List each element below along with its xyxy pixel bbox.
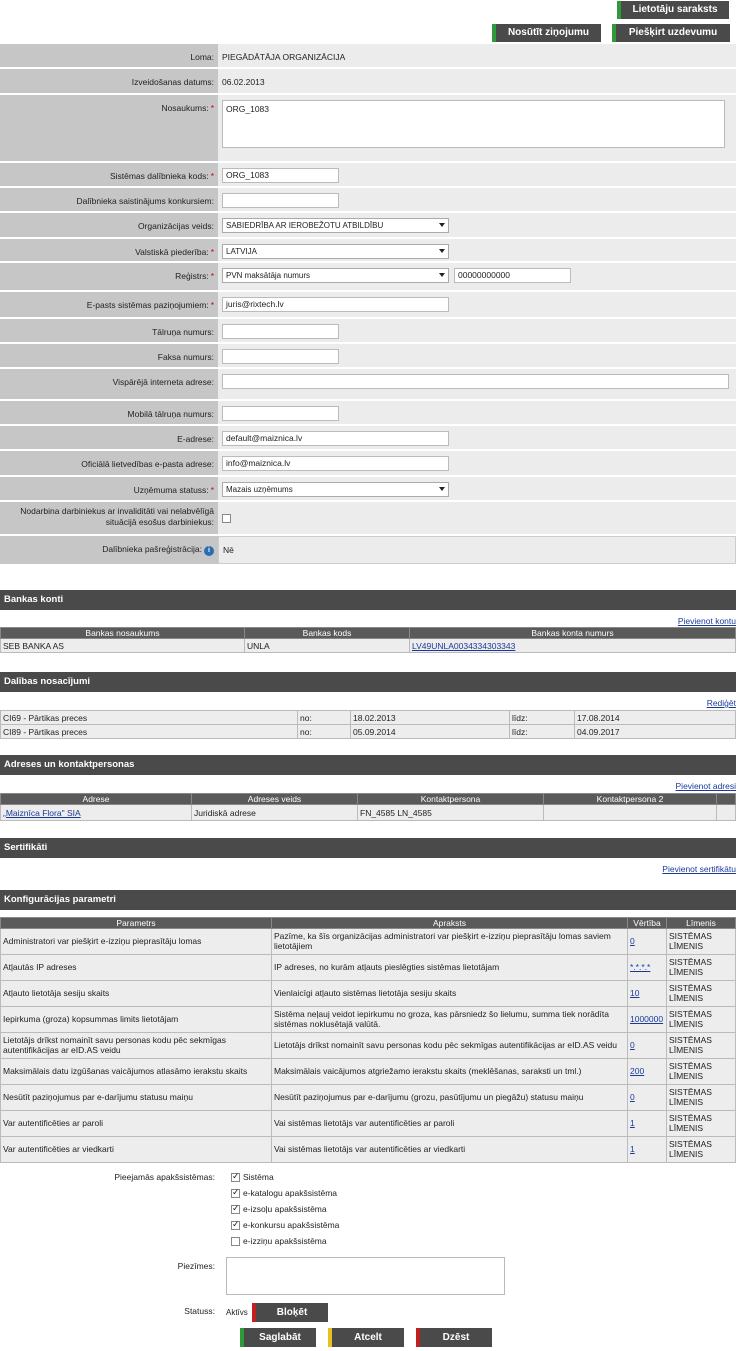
nationality-select[interactable] [222,244,449,259]
address-type-col: Adreses veids [192,794,358,805]
address-col: Adrese [1,794,192,805]
config-level: SISTĒMAS LĪMENIS [667,1111,736,1137]
subsystems-label: Pieejamās apakšsistēmas: [114,1172,215,1182]
subsystem-checkbox[interactable] [231,1173,240,1182]
disabled-label-line1: Nodarbina darbiniekus ar invaliditāti vai nelabvēlīgā [20,506,214,516]
fax-label: Faksa numurs: [0,344,218,367]
table-row [1,929,736,955]
config-value-cell [628,929,667,955]
config-value-link[interactable]: 10 [630,987,640,998]
email-row [0,426,736,451]
address-link[interactable]: „Maiznīca Flora" SIA [3,807,81,818]
nationality-value: LATVIJA [226,247,257,256]
info-icon[interactable]: i [204,546,214,556]
official-email-input[interactable]: info@maiznica.lv [222,456,449,471]
config-level: SISTĒMAS LĪMENIS [667,929,736,955]
config-value-cell [628,1059,667,1085]
config-desc: Lietotājs drīkst nomainīt savu personas kodu pēc sekmīgas autentifikācijas ar eID.AS veidu [272,1033,628,1059]
email-label: E-adrese: [0,426,218,449]
status-field-label: Statuss: [184,1306,215,1316]
config-table [0,917,736,1163]
block-button[interactable]: Bloķēt [252,1303,328,1322]
selfreg-row [0,536,736,564]
nationality-label: Valstiskā piederība: [135,247,209,257]
website-row [0,369,736,401]
official-email-row [0,451,736,477]
registry-select[interactable] [222,268,449,283]
config-param: Atļautās IP adreses [1,955,272,981]
bankruptcy-label: Dalībnieka saistinājums konkursiem: [0,188,218,211]
table-row [1,1033,736,1059]
status-label: Uzņēmuma statuss: [133,485,209,495]
assign-task-button[interactable]: Piešķirt uzdevumu [612,24,730,42]
official-email-label: Oficiālā lietvedības e-pasta adrese: [0,451,218,475]
table-row [1,725,736,739]
organization-form [0,44,736,564]
delete-button[interactable]: Dzēst [416,1328,492,1347]
bank-table [0,627,736,653]
chevron-down-icon [439,487,445,491]
config-value-cell [628,1137,667,1163]
config-param: Nesūtīt paziņojumus par e-darījumu statusu maiņu [1,1085,272,1111]
config-value-cell [628,955,667,981]
config-level: SISTĒMAS LĪMENIS [667,1033,736,1059]
registry-number-input[interactable]: 00000000000 [454,268,571,283]
status-select[interactable] [222,482,449,497]
role-value: PIEGĀDĀTĀJA ORGANIZĀCIJA [222,52,346,62]
table-row [1,1137,736,1163]
config-desc: Vienlaicīgi atļauto sistēmas lietotāja sesiju skaits [272,981,628,1007]
status-value: Mazais uzņēmums [226,485,293,494]
config-value-link[interactable]: 0 [630,1091,635,1102]
config-desc: Nesūtīt paziņojumus par e-darījumu (grozu, pasūtījumu un piegāžu) statusu maiņu [272,1085,628,1111]
disabled-label-line2: situācijā esošus darbiniekus: [105,517,214,528]
config-level: SISTĒMAS LĪMENIS [667,1085,736,1111]
table-row [1,639,736,653]
table-row [1,981,736,1007]
phone-input[interactable] [222,324,339,339]
bank-code-cell: UNLA [245,639,410,653]
notes-textarea[interactable] [226,1257,505,1295]
bank-col-code: Bankas kods [245,628,410,639]
contact-cell: FN_4585 LN_4585 [358,805,544,821]
subsystem-label: e-katalogu apakšsistēma [243,1188,338,1198]
subsystem-label: e-izziņu apakšsistēma [243,1236,327,1246]
bank-col-name: Bankas nosaukums [1,628,245,639]
org-type-select[interactable] [222,218,449,233]
system-code-row: Sistēmas dalībnieka kods: * ORG_1083 [0,163,736,188]
subsystem-checkbox[interactable] [231,1189,240,1198]
address-type-cell: Juridiskā adrese [192,805,358,821]
participation-category: CI69 - Pārtikas preces [1,711,298,725]
phone-row [0,319,736,344]
email-notify-label: E-pasts sistēmas paziņojumiem: [86,300,209,310]
bank-col-account: Bankas konta numurs [410,628,736,639]
role-row [0,44,736,69]
created-value: 06.02.2013 [222,77,265,87]
config-value-cell [628,1007,667,1033]
table-row [1,1007,736,1033]
add-address-link[interactable]: Pievienot adresi [675,781,736,791]
config-param: Administratori var piešķirt e-izziņu pieprasītāju lomas [1,929,272,955]
disabled-checkbox[interactable] [222,514,231,523]
config-param: Iepirkuma (groza) kopsummas limits lietotājam [1,1007,272,1033]
table-row [1,805,736,821]
participation-to: 17.08.2014 [575,711,736,725]
selfreg-value: Nē [223,545,234,555]
participation-from-label: no: [298,725,351,739]
config-value-cell [628,1085,667,1111]
mobile-input[interactable] [222,406,339,421]
config-level: SISTĒMAS LĪMENIS [667,1137,736,1163]
participation-to: 04.09.2017 [575,725,736,739]
config-desc: Vai sistēmas lietotājs var autentificēties ar paroli [272,1111,628,1137]
name-row: Nosaukums: * ORG_1083 [0,95,736,163]
config-level: SISTĒMAS LĪMENIS [667,1059,736,1085]
config-value-link[interactable]: 1 [630,1143,635,1154]
notes-label: Piezīmes: [177,1261,215,1271]
fax-row [0,344,736,369]
config-desc: Maksimālais vaicājumos atgriežamo ierakstu skaits (meklēšanas, saraksti un tml.) [272,1059,628,1085]
contact2-col: Kontaktpersona 2 [544,794,717,805]
phone-label: Tālruņa numurs: [0,319,218,342]
config-value-link[interactable]: 200 [630,1065,645,1076]
contact2-cell [544,805,717,821]
mobile-label: Mobilā tālruņa numurs: [0,401,218,424]
bank-name-cell: SEB BANKA AS [1,639,245,653]
name-label: Nosaukums: [161,103,209,113]
config-level: SISTĒMAS LĪMENIS [667,955,736,981]
config-value-cell [628,1111,667,1137]
users-list-button[interactable]: Lietotāju saraksts [617,1,729,19]
disabled-row [0,502,736,536]
bank-account-link[interactable]: LV49UNLA0034334303343 [412,640,516,651]
config-value-link[interactable]: 0 [630,935,635,946]
subsystem-checkbox[interactable] [231,1205,240,1214]
chevron-down-icon [439,249,445,253]
bank-section-title: Bankas konti [0,590,736,610]
config-value-link[interactable]: 1 [630,1117,635,1128]
contact-col: Kontaktpersona [358,794,544,805]
org-type-value: SABIEDRĪBA AR IEROBEŽOTU ATBILDĪBU [226,221,384,230]
save-button[interactable]: Saglabāt [240,1328,316,1347]
subsystem-item [231,1236,327,1246]
subsystem-item [231,1204,327,1214]
org-type-label: Organizācijas veids: [0,213,218,237]
status-value-text: Aktīvs [226,1308,248,1317]
participation-category: CI89 - Pārtikas preces [1,725,298,739]
config-value-link[interactable]: 0 [630,1039,635,1050]
config-value-link[interactable]: 1000000 [630,1013,664,1024]
website-label: Vispārējā interneta adrese: [0,369,218,399]
fax-input[interactable] [222,349,339,364]
registry-value: PVN maksātāja numurs [226,271,311,280]
mobile-row [0,401,736,426]
table-row [1,1085,736,1111]
config-value-link[interactable]: *.*.*.* [630,961,651,972]
subsystem-item [231,1188,337,1198]
bankruptcy-input[interactable] [222,193,339,208]
config-param: Atļauto lietotāja sesiju skaits [1,981,272,1007]
config-desc: Sistēma neļauj veidot iepirkumu no groza, kas pārsniedz šo lielumu, summa tiek norādīta sistēmas noklusētajā valūtā. [272,1007,628,1033]
add-bank-account-link[interactable]: Pievienot kontu [677,616,736,626]
email-notify-input[interactable]: juris@rixtech.lv [222,297,449,312]
chevron-down-icon [439,273,445,277]
registry-row: Reģistrs: * PVN maksātāja numurs 00000000000 [0,263,736,292]
participation-table [0,710,736,739]
bankruptcy-row [0,188,736,213]
certs-section-title: Sertifikāti [0,838,736,858]
config-value-cell [628,981,667,1007]
participation-from: 18.02.2013 [351,711,510,725]
name-textarea[interactable]: ORG_1083 [222,100,725,148]
status-row: Uzņēmuma statuss: * Mazais uzņēmums [0,477,736,502]
send-message-button[interactable]: Nosūtīt ziņojumu [492,24,601,42]
config-level: SISTĒMAS LĪMENIS [667,981,736,1007]
created-label: Izveidošanas datums: [0,69,218,93]
system-code-input[interactable]: ORG_1083 [222,168,339,183]
config-param: Maksimālais datu izgūšanas vaicājumos atlasāmo ierakstu skaits [1,1059,272,1085]
registry-label: Reģistrs: [175,271,209,281]
config-col-value: Vērtība [628,918,667,929]
config-level: SISTĒMAS LĪMENIS [667,1007,736,1033]
config-param: Var autentificēties ar viedkarti [1,1137,272,1163]
participation-section-title: Dalības nosacījumi [0,672,736,692]
nationality-row: Valstiskā piederība: * LATVIJA [0,239,736,263]
config-section-title: Konfigurācijas parametri [0,890,736,910]
addresses-section-title: Adreses un kontaktpersonas [0,755,736,775]
subsystem-checkbox[interactable] [231,1221,240,1230]
participation-to-label: līdz: [510,711,575,725]
email-notify-row: E-pasts sistēmas paziņojumiem: * juris@rixtech.lv [0,292,736,319]
org-type-row [0,213,736,239]
subsystem-item [231,1172,274,1182]
selfreg-label: Dalībnieka pašreģistrācija: [102,544,202,554]
created-row [0,69,736,95]
config-col-param: Parametrs [1,918,272,929]
config-desc: Pazīme, ka šīs organizācijas administratori var piešķirt e-izziņu pieprasītāju lomas saviem lietotājiem [272,929,628,955]
addresses-table [0,793,736,821]
participation-to-label: līdz: [510,725,575,739]
subsystem-label: e-izsoļu apakšsistēma [243,1204,327,1214]
table-row [1,955,736,981]
config-col-desc: Apraksts [272,918,628,929]
config-col-level: Līmenis [667,918,736,929]
cancel-button[interactable]: Atcelt [328,1328,404,1347]
chevron-down-icon [439,223,445,227]
edit-participation-link[interactable]: Rediģēt [706,698,736,708]
subsystem-checkbox[interactable] [231,1237,240,1246]
email-input[interactable]: default@maiznica.lv [222,431,449,446]
system-code-label: Sistēmas dalībnieka kods: [109,171,209,181]
participation-from-label: no: [298,711,351,725]
website-input[interactable] [222,374,729,389]
subsystem-label: Sistēma [243,1172,274,1182]
subsystem-label: e-konkursu apakšsistēma [243,1220,340,1230]
subsystem-item [231,1220,339,1230]
add-certificate-link[interactable]: Pievienot sertifikātu [662,864,736,874]
config-value-cell [628,1033,667,1059]
table-row [1,1111,736,1137]
table-row [1,1059,736,1085]
participation-from: 05.09.2014 [351,725,510,739]
config-param: Lietotājs drīkst nomainīt savu personas kodu pēc sekmīgas autentifikācijas ar eID.AS veidu [1,1033,272,1059]
config-desc: IP adreses, no kurām atļauts pieslēgties sistēmas lietotājam [272,955,628,981]
role-label: Loma: [0,44,218,67]
table-row [1,711,736,725]
config-param: Var autentificēties ar paroli [1,1111,272,1137]
config-desc: Vai sistēmas lietotājs var autentificēties ar viedkarti [272,1137,628,1163]
